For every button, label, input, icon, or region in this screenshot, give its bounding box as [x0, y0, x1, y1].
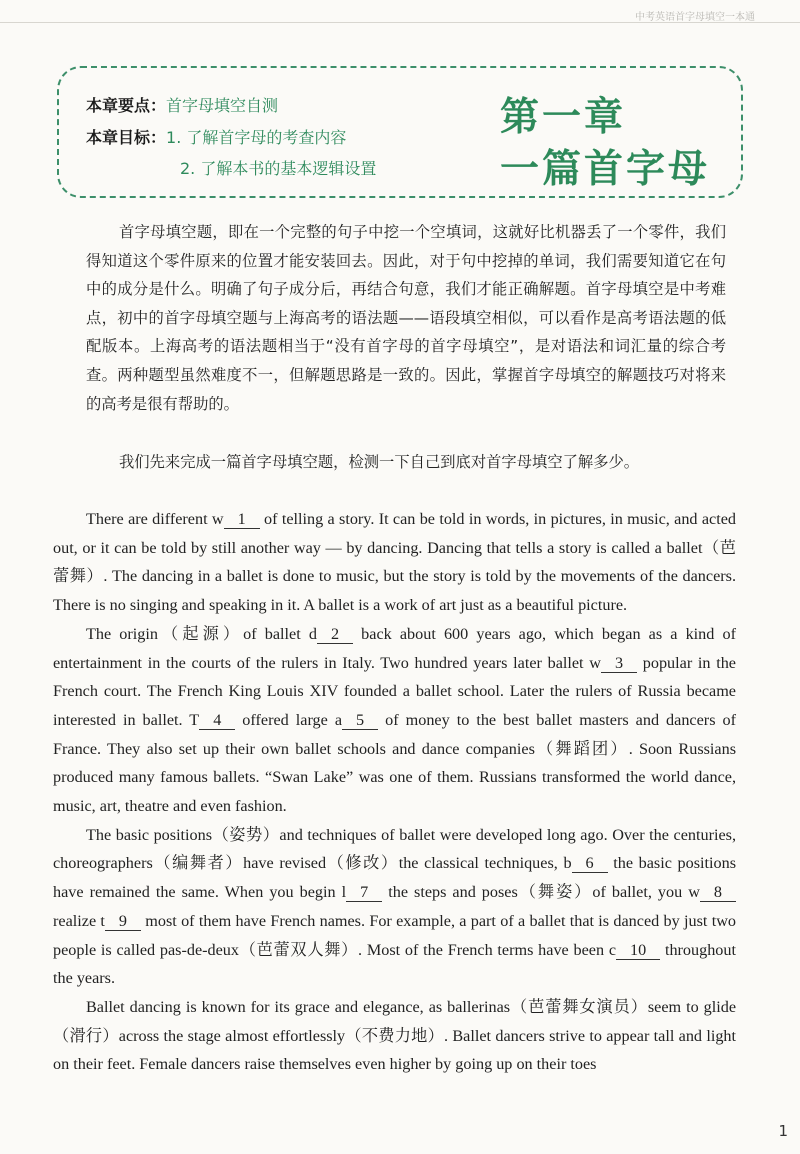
- goal-2: 2. 了解本书的基本逻辑设置: [180, 159, 377, 178]
- text-run: of money to the best ballet masters and dancers of France. They also set up their own ballet schools and dance companies（舞蹈团）. Soon Russians produced many famous ballets. “Swan Lake” was one of them. Russians transformed the world dance, music, art, theatre and even fashion.: [53, 710, 736, 816]
- key-point-row: [86, 93, 278, 116]
- blank-initial-letter: t: [100, 911, 105, 930]
- text-run: of telling a story. It can be told in words, in pictures, in music, and acted out, or it can be told by still another way — by dancing. Dancing that tells a story is called a ballet（芭蕾舞）. The dancing in a ballet is done to music, but the story is told by the movements of the dancers. There is no singing and speaking in it. A ballet is a work of art just as a beautiful picture.: [53, 510, 736, 615]
- text-run: realize: [53, 911, 101, 930]
- blank-initial-letter: d: [308, 624, 317, 643]
- blank-initial-letter: c: [608, 940, 616, 959]
- goal-row: [86, 125, 346, 148]
- blank-initial-letter: l: [341, 883, 347, 902]
- passage-paragraph-1: [53, 505, 736, 620]
- key-point-label: 本章要点：: [86, 96, 167, 115]
- blank-4[interactable]: 4: [199, 711, 235, 730]
- chapter-title: 一篇首字母: [500, 147, 711, 192]
- text-run: the basic positions have remained the same. When you begin: [53, 854, 736, 902]
- blank-10[interactable]: 10: [616, 941, 660, 960]
- blank-1[interactable]: 1: [224, 510, 260, 529]
- text-run: The basic positions（姿势）and techniques of ballet were developed long ago. Over the centuries, choreographers（编舞者）have revised（修改）the classical techniques,: [53, 825, 736, 873]
- text-run: most of them have French names. For example, a part of a ballet that is danced by just two people is called pas-de-deux（芭蕾双人舞）. Most of the French terms have been: [53, 911, 736, 959]
- blank-6[interactable]: 6: [572, 854, 608, 873]
- text-run: There are different: [86, 510, 212, 528]
- page-number: 1: [778, 1122, 788, 1140]
- goal-label: 本章目标：: [86, 128, 167, 147]
- blank-8[interactable]: 8: [700, 883, 736, 902]
- blank-initial-letter: w: [589, 653, 601, 672]
- running-title: 中考英语首字母填空一本通: [635, 12, 755, 23]
- text-run: the steps and poses（舞姿）of ballet, you: [382, 883, 689, 902]
- chapter-number: 第一章: [500, 95, 627, 140]
- blank-2[interactable]: 2: [317, 625, 353, 644]
- blank-7[interactable]: 7: [346, 883, 382, 902]
- intro-paragraph-2: 我们先来完成一篇首字母填空题，检测一下自己到底对首字母填空了解多少。: [119, 453, 640, 471]
- passage-paragraph-3: [53, 821, 736, 993]
- blank-initial-letter: w: [688, 883, 700, 902]
- blank-initial-letter: w: [211, 510, 224, 528]
- blank-initial-letter: b: [563, 854, 572, 873]
- passage: [53, 505, 736, 1079]
- text-run: throughout the years.: [53, 940, 736, 988]
- blank-3[interactable]: 3: [601, 654, 637, 673]
- key-point-value: 首字母填空自测: [166, 96, 279, 115]
- text-run: offered large: [235, 710, 335, 729]
- goal-1: 1. 了解首字母的考查内容: [166, 128, 347, 147]
- passage-paragraph-4: [53, 993, 736, 1079]
- text-run: popular in the French court. The French King Louis XIV founded a ballet school. Later the rulers of Russia became interested in ballet.: [53, 653, 736, 729]
- blank-9[interactable]: 9: [105, 912, 141, 931]
- text-run: back about 600 years ago, which began as a kind of entertainment in the courts of the rulers in Italy. Two hundred years later ballet: [53, 624, 736, 672]
- intro-paragraph-1: 首字母填空题，即在一个完整的句子中挖一个空填词，这就好比机器丢了一个零件，我们得知道这个零件原来的位置才能安装回去。因此，对于句中挖掉的单词，我们需要知道它在句中的成分是什么。明确了句子成分后，再结合句意，我们才能正确解题。首字母填空是中考难点，初中的首字母填空题与上海高考的语法题——语段填空相似，可以看作是高考语法题的低配版本。上海高考的语法题相当于“没有首字母的首字母填空”，是对语法和词汇量的综合考查。两种题型虽然难度不一，但解题思路是一致的。因此，掌握首字母填空的解题技巧对将来的高考是很有帮助的。: [86, 223, 726, 413]
- text-run: The origin（起源）of ballet: [86, 624, 309, 643]
- blank-initial-letter: a: [334, 710, 343, 729]
- blank-5[interactable]: 5: [342, 711, 378, 730]
- text-run: Ballet dancing is known for its grace and elegance, as ballerinas（芭蕾舞女演员）seem to glide（滑行）across the stage almost effortlessly（不费力地）. Ballet dancers strive to appear tall and light on their feet. Female dancers raise themselves even higher by going up on their toes: [53, 997, 736, 1074]
- passage-paragraph-2: [53, 620, 736, 821]
- goal-row-2: [180, 156, 376, 179]
- blank-initial-letter: T: [189, 710, 200, 729]
